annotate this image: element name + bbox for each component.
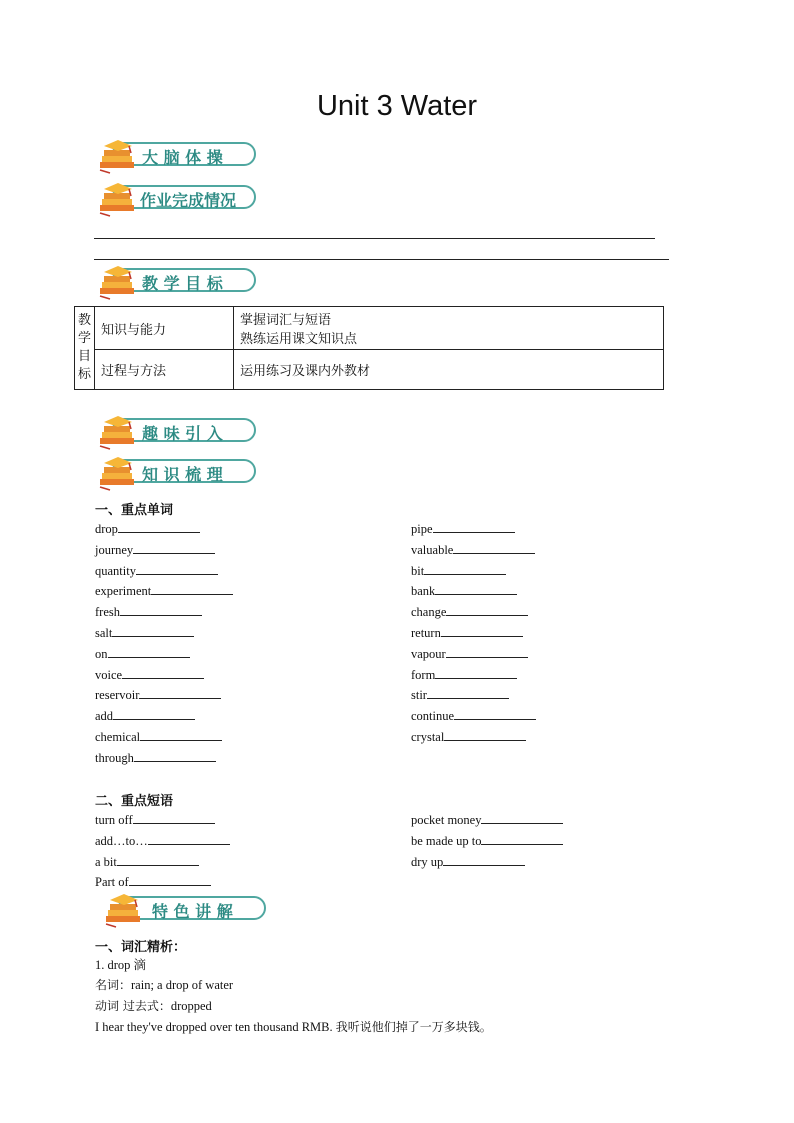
fill-in-blank[interactable] bbox=[117, 853, 199, 866]
fill-in-blank[interactable] bbox=[108, 645, 190, 658]
explain-text: rain; a drop of water bbox=[131, 978, 234, 992]
page-title: Unit 3 Water bbox=[316, 90, 478, 122]
word-item bbox=[95, 666, 204, 683]
books-cap-icon bbox=[104, 892, 146, 928]
fill-in-blank[interactable] bbox=[424, 562, 506, 575]
fill-in-blank[interactable] bbox=[453, 541, 535, 554]
fill-in-blank[interactable] bbox=[122, 666, 204, 679]
word-item bbox=[95, 624, 194, 641]
books-cap-icon bbox=[98, 264, 140, 300]
fill-in-blank[interactable] bbox=[441, 624, 523, 637]
fill-in-blank[interactable] bbox=[151, 582, 233, 595]
fill-in-blank[interactable] bbox=[112, 624, 194, 637]
banner-label: 趣 味 引 入 bbox=[142, 424, 223, 443]
word-item bbox=[95, 728, 222, 745]
word-item-text: chemical bbox=[95, 730, 141, 744]
goals-side-label bbox=[75, 307, 95, 390]
phrase-item bbox=[95, 832, 230, 849]
word-item-text: drop bbox=[95, 522, 118, 536]
goal-content bbox=[234, 307, 664, 350]
fill-in-blank[interactable] bbox=[120, 603, 202, 616]
fill-in-blank[interactable] bbox=[481, 832, 563, 845]
fill-in-blank[interactable] bbox=[133, 541, 215, 554]
words-heading: 一、重点单词 bbox=[95, 503, 174, 518]
word-item bbox=[411, 666, 517, 683]
explain-text: 名词： bbox=[95, 978, 132, 992]
word-item-text: vapour bbox=[411, 646, 446, 661]
word-item bbox=[411, 728, 526, 745]
phrase-item-text: pocket money bbox=[411, 813, 482, 827]
answer-line bbox=[94, 238, 655, 239]
phrase-item-text: Part of bbox=[95, 875, 129, 890]
phrase-item-text: turn off bbox=[95, 813, 133, 827]
word-item bbox=[95, 562, 218, 579]
word-item-text: pipe bbox=[411, 522, 433, 536]
word-item bbox=[411, 707, 536, 724]
word-item-text: stir bbox=[411, 688, 427, 703]
word-item-text: add bbox=[95, 709, 114, 724]
word-item bbox=[411, 603, 528, 620]
goals-table bbox=[74, 306, 664, 390]
banner-label: 特 色 讲 解 bbox=[152, 902, 233, 921]
word-item-text: quantity bbox=[95, 563, 136, 578]
word-item bbox=[95, 603, 202, 620]
phrase-item-text: dry up bbox=[411, 854, 444, 869]
word-item bbox=[411, 541, 535, 558]
word-item-text: reservoir bbox=[95, 688, 140, 703]
goal-content-line: 熟练运用课文知识点 bbox=[240, 332, 358, 347]
word-item bbox=[411, 582, 517, 599]
word-item bbox=[95, 686, 221, 703]
word-item-text: experiment bbox=[95, 584, 152, 599]
word-item bbox=[411, 562, 506, 579]
word-item-text: continue bbox=[411, 709, 455, 724]
word-item-text: form bbox=[411, 667, 436, 682]
goal-content: 运用练习及课内外教材 bbox=[234, 350, 664, 390]
phrase-item bbox=[411, 832, 563, 849]
phrase-item bbox=[411, 853, 525, 870]
word-item-text: bank bbox=[411, 584, 436, 599]
fill-in-blank[interactable] bbox=[427, 686, 509, 699]
explain-line bbox=[95, 998, 212, 1014]
fill-in-blank[interactable] bbox=[481, 811, 563, 824]
word-item-text: bit bbox=[411, 563, 425, 578]
books-cap-icon bbox=[98, 414, 140, 450]
word-item-text: fresh bbox=[95, 605, 120, 620]
word-item bbox=[95, 541, 215, 558]
word-item-text: change bbox=[411, 605, 447, 620]
word-item-text: journey bbox=[95, 542, 134, 557]
word-item bbox=[95, 645, 190, 662]
word-item-text: voice bbox=[95, 667, 123, 682]
goal-content-line: 掌握词汇与短语 bbox=[240, 313, 332, 328]
fill-in-blank[interactable] bbox=[446, 645, 528, 658]
side-char: 学 bbox=[78, 331, 92, 346]
word-item bbox=[95, 582, 233, 599]
word-item bbox=[411, 645, 528, 662]
word-item-text: crystal bbox=[411, 730, 445, 744]
explain-text: I hear they've dropped over ten thousand RMB. bbox=[95, 1020, 336, 1034]
word-item bbox=[95, 749, 216, 766]
fill-in-blank[interactable] bbox=[129, 873, 211, 886]
phrases-heading: 二、重点短语 bbox=[95, 794, 174, 809]
side-char: 教 bbox=[78, 313, 92, 328]
fill-in-blank[interactable] bbox=[444, 728, 526, 741]
banner-teaching-goals bbox=[98, 264, 258, 298]
phrase-item-text: add…to… bbox=[95, 833, 148, 848]
books-cap-icon bbox=[98, 181, 140, 217]
explain-line bbox=[95, 1019, 492, 1035]
word-item bbox=[95, 707, 195, 724]
fill-in-blank[interactable] bbox=[148, 832, 230, 845]
explain-text: 1. drop 滴 bbox=[95, 958, 147, 972]
phrase-item bbox=[95, 811, 215, 828]
fill-in-blank[interactable] bbox=[435, 666, 517, 679]
word-item bbox=[95, 520, 200, 537]
fill-in-blank[interactable] bbox=[113, 707, 195, 720]
fill-in-blank[interactable] bbox=[133, 811, 215, 824]
word-item-text: salt bbox=[95, 626, 113, 640]
fill-in-blank[interactable] bbox=[443, 853, 525, 866]
banner-label: 大 脑 体 操 bbox=[142, 148, 223, 167]
phrase-item bbox=[95, 873, 211, 890]
fill-in-blank[interactable] bbox=[446, 603, 528, 616]
word-item bbox=[411, 520, 515, 537]
word-item-text: valuable bbox=[411, 542, 454, 557]
goal-label: 过程与方法 bbox=[95, 350, 234, 390]
explain-text: 我听说他们掉了一万多块钱。 bbox=[335, 1020, 492, 1034]
fill-in-blank[interactable] bbox=[134, 749, 216, 762]
fill-in-blank[interactable] bbox=[454, 707, 536, 720]
word-item-text: through bbox=[95, 750, 134, 765]
books-cap-icon bbox=[98, 455, 140, 491]
word-item bbox=[411, 624, 523, 641]
explain-text: dropped bbox=[170, 999, 212, 1013]
word-item bbox=[411, 686, 509, 703]
explain-text: 动词 过去式： bbox=[95, 999, 171, 1013]
phrase-item-text: be made up to bbox=[411, 833, 482, 848]
fill-in-blank[interactable] bbox=[118, 520, 200, 533]
fill-in-blank[interactable] bbox=[140, 728, 222, 741]
explain-line bbox=[95, 977, 233, 993]
fill-in-blank[interactable] bbox=[139, 686, 221, 699]
banner-fun-intro bbox=[98, 414, 258, 448]
banner-label: 教 学 目 标 bbox=[142, 274, 223, 293]
side-char: 目 bbox=[78, 349, 92, 364]
banner-brain-exercise bbox=[98, 138, 258, 172]
fill-in-blank[interactable] bbox=[136, 562, 218, 575]
banner-knowledge-review bbox=[98, 455, 258, 489]
books-cap-icon bbox=[98, 138, 140, 174]
side-char: 标 bbox=[78, 367, 92, 382]
goal-label: 知识与能力 bbox=[95, 307, 234, 350]
answer-line bbox=[94, 259, 669, 260]
fill-in-blank[interactable] bbox=[433, 520, 515, 533]
banner-homework-status bbox=[98, 181, 258, 215]
phrase-item bbox=[411, 811, 563, 828]
phrase-item-text: a bit bbox=[95, 854, 117, 869]
banner-feature-explain bbox=[104, 892, 269, 926]
banner-label: 作业完成情况 bbox=[140, 191, 237, 210]
explain-line bbox=[95, 957, 146, 973]
fill-in-blank[interactable] bbox=[435, 582, 517, 595]
word-item-text: on bbox=[95, 646, 108, 661]
phrase-item bbox=[95, 853, 199, 870]
banner-label: 知 识 梳 理 bbox=[142, 465, 223, 484]
vocab-analysis-heading: 一、词汇精析： bbox=[95, 940, 187, 955]
word-item-text: return bbox=[411, 626, 441, 640]
